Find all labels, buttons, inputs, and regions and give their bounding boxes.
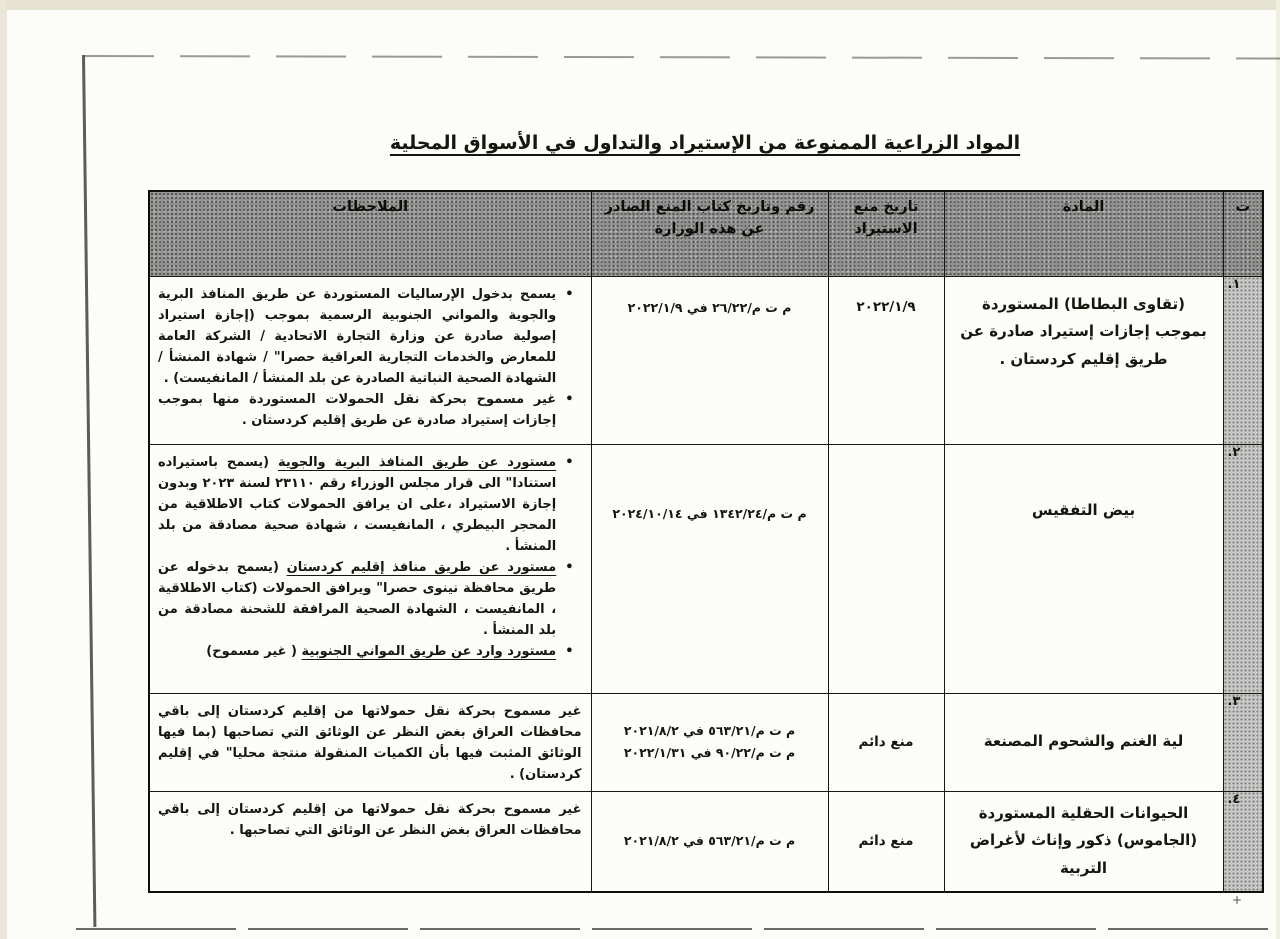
note-rest: (يسمح باستيراده استنادا" الى قرار مجلس الوزراء رقم ٢٣١١٠ لسنة ٢٠٢٣ وبدون إجازة الاستيراد ،على ان يرافق الحمولات كتاب الاطلاقية من المحجر البيطري ، المانفيست ، شهادة صحية مصادقة من بلد المنشأ .	[158, 454, 557, 554]
note-text	[158, 557, 556, 641]
bullet-icon: •	[565, 454, 574, 470]
cell-letter-3	[591, 693, 828, 791]
note-text: غير مسموح بحركة نقل الحمولات المستوردة منها بموجب إجازات إستيراد صادرة عن طريق إقليم كردستان .	[158, 391, 557, 428]
header-serial: ت	[1223, 191, 1263, 276]
note-bullet	[158, 284, 582, 389]
header-letter: رقم وتاريخ كتاب المنع الصادر عن هذه الوزارة	[591, 191, 828, 276]
cell-notes-2	[149, 444, 591, 693]
cell-notes-3	[149, 693, 591, 791]
note-text	[158, 641, 556, 662]
cell-material-3: لية الغنم والشحوم المصنعة	[944, 693, 1223, 791]
scan-edge-top	[0, 0, 1280, 10]
cell-serial-4: ٤.	[1223, 791, 1263, 892]
cell-serial-3: ٣.	[1223, 693, 1263, 791]
scan-edge-left	[0, 0, 7, 939]
cell-ban-date-4: منع دائم	[828, 791, 944, 892]
table-row	[149, 693, 1263, 791]
note-text: غير مسموح بحركة نقل حمولاتها من إقليم كردستان إلى باقي محافظات العراق بغض النظر عن الوثائق التي تصاحبها (بما فيها الوثائق المثبت فيها بأن الكميات المنقولة منتجة محليا" في إقليم كردستان) .	[158, 703, 582, 782]
note-text: يسمح بدخول الإرساليات المستوردة عن طريق المنافذ البرية والجوية والمواني الجنوبية الرسمية بموجب (إجازة استيراد إصولية صادرة عن وزارة التجارة الاتحادية / الشركة العامة للمعارض والخدمات التجارية العراقية حصرا" / شهادة المنشأ / الشهادة الصحية النباتية الصادرة عن بلد المنشأ / المانفيست) .	[158, 286, 557, 386]
cell-notes-4	[149, 791, 591, 892]
note-lead-underlined: مستورد عن طريق منافذ إقليم كردستان	[286, 559, 557, 575]
cell-ban-date-1: ٢٠٢٢/١/٩	[828, 276, 944, 444]
cell-serial-2: ٢.	[1223, 444, 1263, 693]
cell-letter-4	[591, 791, 828, 892]
bullet-icon: •	[565, 559, 574, 575]
bullet-icon: •	[565, 391, 574, 407]
note-text	[158, 452, 556, 557]
page-border-top-line	[84, 55, 1280, 60]
note-rest: (يسمح بدخوله عن طريق محافظة نينوى حصرا" ويرافق الحمولات (كتاب الاطلاقية ، المانفيست ، الشهادة الصحية المرافقة للشحنة مصادقة من بلد المنشأ .	[158, 559, 557, 638]
stray-plus-mark: +	[1232, 893, 1243, 907]
note-bullet	[158, 557, 582, 641]
cell-notes-1	[149, 276, 591, 444]
note-bullet	[158, 452, 582, 557]
cell-ban-date-3: منع دائم	[828, 693, 944, 791]
prohibited-materials-table	[148, 190, 1264, 893]
cell-material-2: بيض التفقيس	[944, 444, 1223, 693]
letter-line: م ت م/٥٦٣/٢١ في ٢٠٢١/٨/٢	[623, 722, 796, 738]
table-row	[149, 276, 1263, 444]
table-header-row	[149, 191, 1263, 276]
scan-edge-right	[1276, 0, 1280, 939]
note-bullet	[158, 641, 582, 662]
cell-letter-2	[591, 444, 828, 693]
page-title: المواد الزراعية الممنوعة من الإستيراد والتداول في الأسواق المحلية	[389, 132, 1021, 154]
note-lead-underlined: مستورد عن طريق المنافذ البرية والجوية	[277, 454, 557, 470]
note-bullet	[158, 389, 582, 431]
letter-line: م ت م/٢٦/٢٢ في ٢٠٢٢/١/٩	[627, 299, 792, 315]
note-text: غير مسموح بحركة نقل حمولاتها من إقليم كردستان إلى باقي محافظات العراق بغض النظر عن الوثائق التي تصاحبها .	[158, 801, 582, 838]
table-row	[149, 444, 1263, 693]
cell-material-1: (تقاوى البطاطا) المستوردة بموجب إجازات إستيراد صادرة عن طريق إقليم كردستان .	[944, 276, 1223, 444]
letter-line: م ت م/١٣٤٢/٢٤ في ٢٠٢٤/١٠/١٤	[612, 505, 807, 521]
letter-line: م ت م/٥٦٣/٢١ في ٢٠٢١/٨/٢	[623, 833, 796, 849]
header-ban-date: تاريخ منع الاستيراد	[828, 191, 944, 276]
header-notes: الملاحظات	[149, 191, 591, 276]
cell-letter-1	[591, 276, 828, 444]
page-border-bottom-line	[76, 928, 1280, 930]
bullet-icon: •	[565, 643, 574, 659]
bullet-icon: •	[565, 286, 574, 302]
page-border-vertical-line	[82, 55, 96, 927]
note-lead-underlined: مستورد وارد عن طريق المواني الجنوبية	[301, 643, 557, 659]
cell-serial-1: ١.	[1223, 276, 1263, 444]
note-rest: ( غير مسموح)	[206, 643, 297, 659]
cell-material-4: الحيوانات الحقلية المستوردة (الجاموس) ذكور وإناث لأغراض التربية	[944, 791, 1223, 892]
letter-line: م ت م/٩٠/٢٢ في ٢٠٢٢/١/٣١	[623, 745, 796, 761]
table-row	[149, 791, 1263, 892]
header-material: المادة	[944, 191, 1223, 276]
cell-ban-date-2	[828, 444, 944, 693]
